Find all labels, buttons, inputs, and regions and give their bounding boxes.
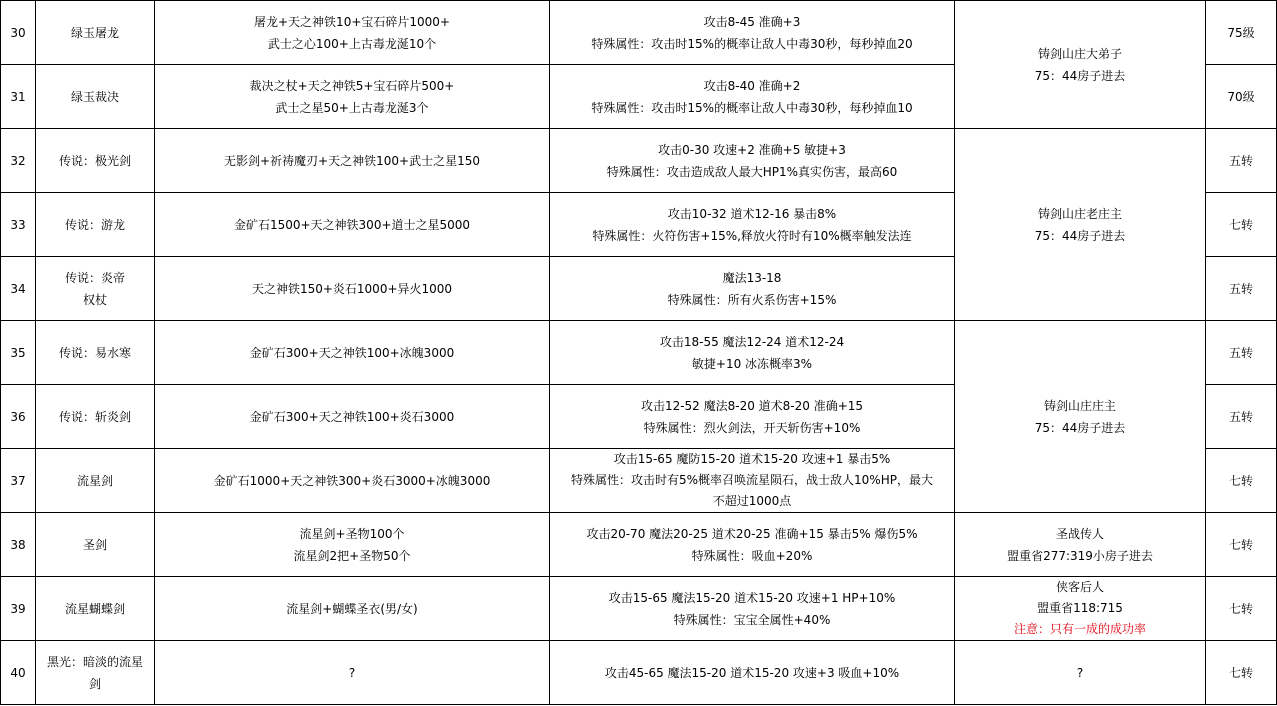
table-row [1,513,1277,577]
attributes-cell: 攻击15-65 魔防15-20 道术15-20 攻速+1 暴击5% 特殊属性：攻击时有5%概率召唤流星陨石，战士敌人10%HP，最大 不超过1000点 [550,449,955,513]
materials-cell: 金矿石300+天之神铁100+炎石3000 [155,385,550,449]
row-number: 34 [1,257,36,321]
table-row [1,577,1277,641]
attributes-cell: 攻击8-45 准确+3 特殊属性：攻击时15%的概率让敌人中毒30秒，每秒掉血20 [550,1,955,65]
weapon-name: 圣剑 [36,513,155,577]
level-cell: 五转 [1206,321,1277,385]
weapon-name: 传说：游龙 [36,193,155,257]
level-cell: 五转 [1206,129,1277,193]
source-cell: 铸剑山庄老庄主 75：44房子进去 [955,129,1206,321]
level-cell: 七转 [1206,193,1277,257]
row-number: 31 [1,65,36,129]
table-row [1,129,1277,193]
row-number: 35 [1,321,36,385]
attributes-cell: 攻击18-55 魔法12-24 道术12-24 敏捷+10 冰冻概率3% [550,321,955,385]
weapon-name: 绿玉裁决 [36,65,155,129]
source-cell: ? [955,641,1206,705]
level-cell: 七转 [1206,513,1277,577]
level-cell: 70级 [1206,65,1277,129]
warning-note: 注意：只有一成的成功率 [1013,622,1146,636]
attributes-cell: 攻击12-52 魔法8-20 道术8-20 准确+15 特殊属性：烈火剑法，开天斩伤害+10% [550,385,955,449]
attributes-cell: 攻击45-65 魔法15-20 道术15-20 攻速+3 吸血+10% [550,641,955,705]
source-cell: 铸剑山庄庄主 75：44房子进去 [955,321,1206,513]
level-cell: 75级 [1206,1,1277,65]
weapon-name: 流星剑 [36,449,155,513]
materials-cell: 流星剑+蝴蝶圣衣(男/女) [155,577,550,641]
table-row [1,1,1277,65]
weapon-name: 传说：斩炎剑 [36,385,155,449]
row-number: 32 [1,129,36,193]
row-number: 30 [1,1,36,65]
weapon-name: 传说：易水寒 [36,321,155,385]
weapon-name: 传说：极光剑 [36,129,155,193]
row-number: 37 [1,449,36,513]
level-cell: 七转 [1206,641,1277,705]
row-number: 40 [1,641,36,705]
attributes-cell: 攻击0-30 攻速+2 准确+5 敏捷+3 特殊属性：攻击造成敌人最大HP1%真实伤害，最高60 [550,129,955,193]
materials-cell: 流星剑+圣物100个 流星剑2把+圣物50个 [155,513,550,577]
level-cell: 五转 [1206,257,1277,321]
source-cell: 铸剑山庄大弟子 75：44房子进去 [955,1,1206,129]
level-cell: 七转 [1206,449,1277,513]
weapon-name: 流星蝴蝶剑 [36,577,155,641]
materials-cell: 天之神铁150+炎石1000+异火1000 [155,257,550,321]
attributes-cell: 攻击20-70 魔法20-25 道术20-25 准确+15 暴击5% 爆伤5% 特殊属性：吸血+20% [550,513,955,577]
source-cell: 圣战传人 盟重省277:319小房子进去 [955,513,1206,577]
weapon-name: 绿玉屠龙 [36,1,155,65]
row-number: 36 [1,385,36,449]
materials-cell: 金矿石300+天之神铁100+冰魄3000 [155,321,550,385]
table-row [1,641,1277,705]
materials-cell: 裁决之杖+天之神铁5+宝石碎片500+ 武士之星50+上古毒龙涎3个 [155,65,550,129]
materials-cell: 金矿石1000+天之神铁300+炎石3000+冰魄3000 [155,449,550,513]
attributes-cell: 攻击8-40 准确+2 特殊属性：攻击时15%的概率让敌人中毒30秒，每秒掉血10 [550,65,955,129]
attributes-cell: 魔法13-18 特殊属性：所有火系伤害+15% [550,257,955,321]
weapon-name: 传说：炎帝 权杖 [36,257,155,321]
table-row [1,321,1277,385]
source-cell: 侠客后人 盟重省118:715 注意：只有一成的成功率 [955,577,1206,641]
attributes-cell: 攻击15-65 魔法15-20 道术15-20 攻速+1 HP+10% 特殊属性：宝宝全属性+40% [550,577,955,641]
materials-cell: 金矿石1500+天之神铁300+道士之星5000 [155,193,550,257]
row-number: 39 [1,577,36,641]
row-number: 38 [1,513,36,577]
level-cell: 七转 [1206,577,1277,641]
materials-cell: 屠龙+天之神铁10+宝石碎片1000+ 武士之心100+上古毒龙涎10个 [155,1,550,65]
row-number: 33 [1,193,36,257]
materials-cell: 无影剑+祈祷魔刃+天之神铁100+武士之星150 [155,129,550,193]
weapon-name: 黑光：暗淡的流星 剑 [36,641,155,705]
materials-cell: ? [155,641,550,705]
level-cell: 五转 [1206,385,1277,449]
attributes-cell: 攻击10-32 道术12-16 暴击8% 特殊属性：火符伤害+15%,释放火符时有10%概率触发法连 [550,193,955,257]
